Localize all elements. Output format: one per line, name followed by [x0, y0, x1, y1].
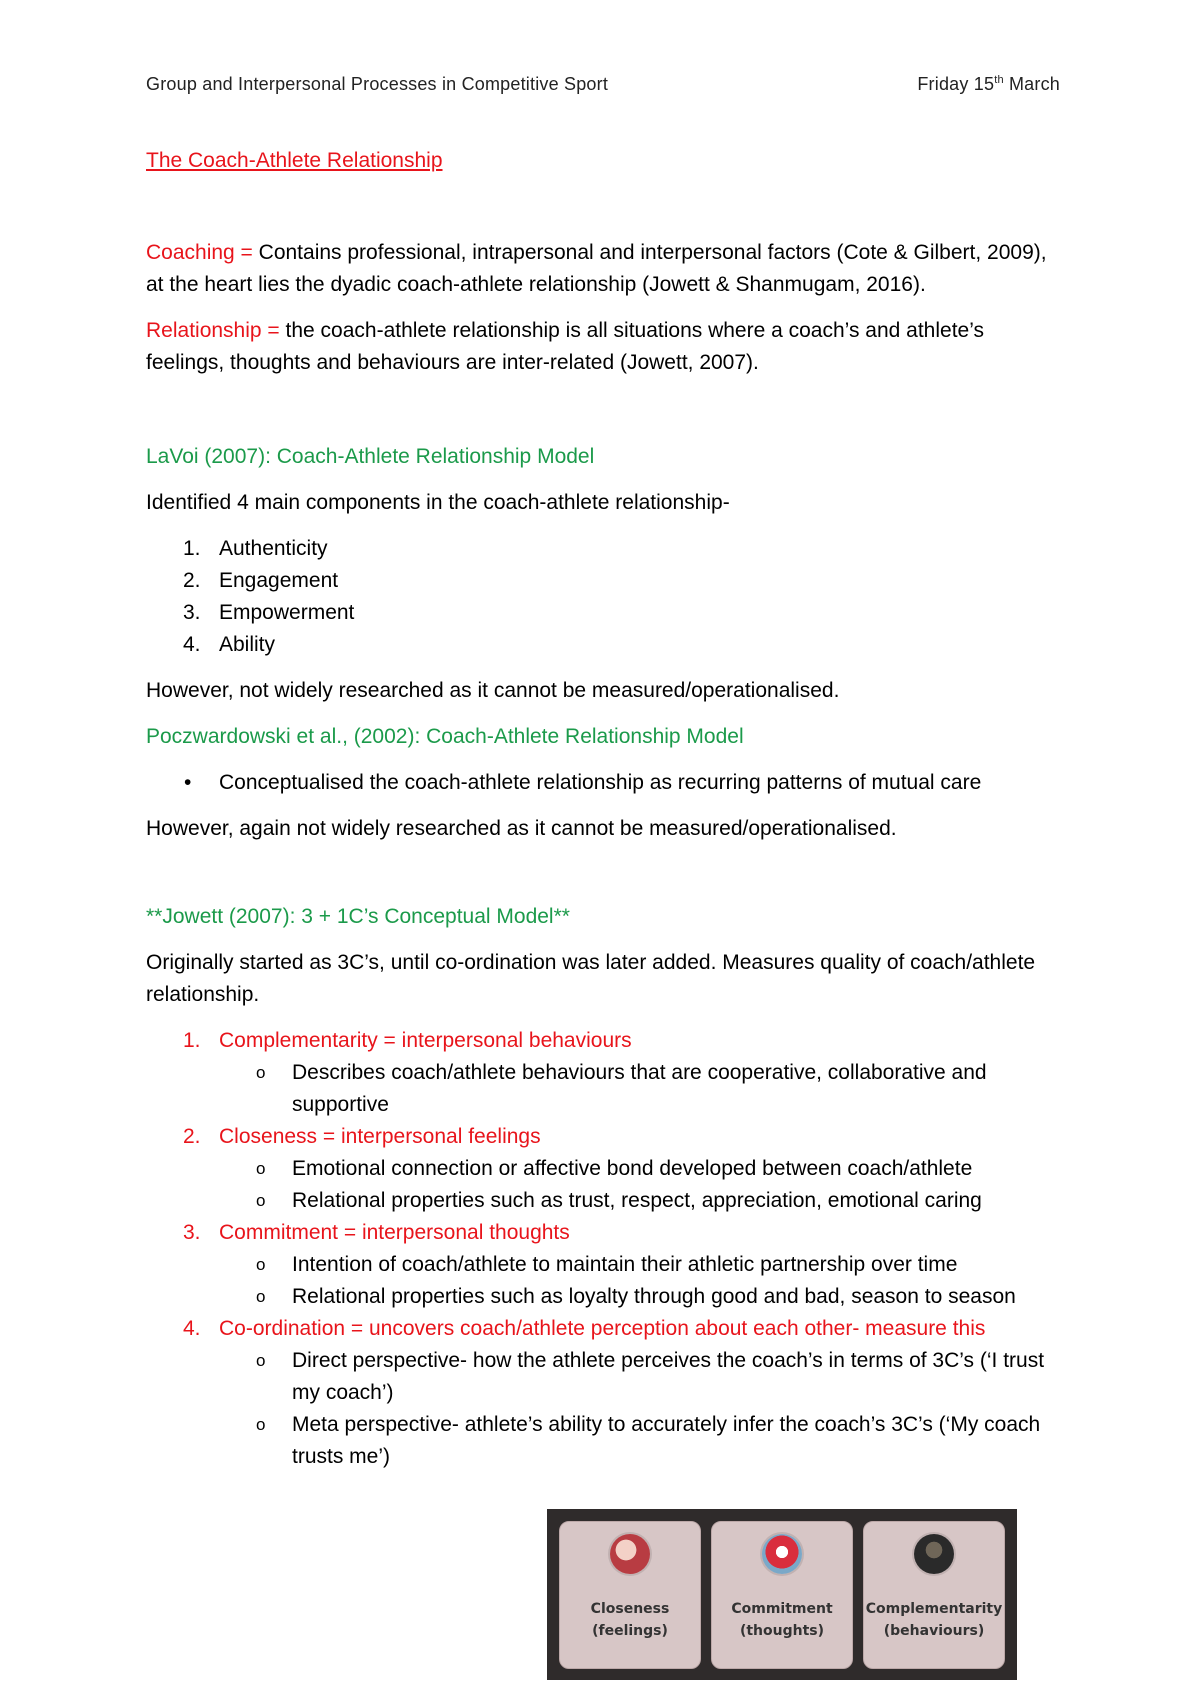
- page-header: [146, 74, 1060, 95]
- jowett-intro: Originally started as 3C’s, until co-ordination was later added. Measures quality of coach/athlete relationship.: [146, 951, 1036, 1006]
- list-number: 3.: [183, 601, 201, 624]
- closeness-photo-icon: [610, 1534, 650, 1574]
- header-date-suffix: March: [1003, 74, 1060, 94]
- card-label: [712, 1598, 852, 1642]
- list-number: 1.: [183, 537, 201, 560]
- card-subtitle: (behaviours): [883, 1622, 985, 1639]
- poczwardowski-note: However, again not widely researched as it cannot be measured/operationalised.: [146, 817, 897, 840]
- sub-list-item: [219, 1185, 1066, 1217]
- sub-list-text: Direct perspective- how the athlete perceives the coach’s in terms of 3C’s (‘I trust my coach’): [292, 1349, 1045, 1404]
- hollow-bullet-icon: o: [256, 1191, 266, 1210]
- sub-list: [219, 1153, 1066, 1217]
- card-title: Complementarity: [865, 1600, 1003, 1617]
- commitment-card: [711, 1521, 853, 1669]
- list-number: 4.: [183, 633, 201, 656]
- sub-list-text: Relational properties such as trust, respect, appreciation, emotional caring: [292, 1189, 982, 1212]
- card-title: Commitment: [731, 1600, 833, 1617]
- list-item-label: Authenticity: [219, 537, 328, 560]
- list-number: 2.: [183, 1125, 201, 1148]
- card-title: Closeness: [590, 1600, 670, 1617]
- poczwardowski-heading: Poczwardowski et al., (2002): Coach-Athlete Relationship Model: [146, 725, 744, 748]
- sub-list-text: Emotional connection or affective bond developed between coach/athlete: [292, 1157, 973, 1180]
- list-item: [146, 565, 1066, 597]
- list-number: 1.: [183, 1029, 201, 1052]
- sub-list-text: Intention of coach/athlete to maintain their athletic partnership over time: [292, 1253, 958, 1276]
- list-item-label: Conceptualised the coach-athlete relationship as recurring patterns of mutual care: [219, 771, 982, 794]
- hollow-bullet-icon: o: [256, 1255, 266, 1274]
- lavoi-note: However, not widely researched as it cannot be measured/operationalised.: [146, 679, 840, 702]
- definition-relationship: [146, 315, 1066, 379]
- list-item: [146, 597, 1066, 629]
- sub-list-text: Relational properties such as loyalty through good and bad, season to season: [292, 1285, 1016, 1308]
- hollow-bullet-icon: o: [256, 1415, 266, 1434]
- header-date-sup: th: [994, 74, 1004, 86]
- card-subtitle: (thoughts): [739, 1622, 825, 1639]
- document-body: [146, 145, 1066, 1487]
- list-number: 2.: [183, 569, 201, 592]
- list-item-label: Ability: [219, 633, 276, 656]
- header-date: [917, 74, 1060, 95]
- definition-term: Coaching =: [146, 241, 253, 264]
- complementarity-photo-icon: [914, 1534, 954, 1574]
- model-item-label: Commitment = interpersonal thoughts: [219, 1221, 570, 1244]
- bullet-icon: •: [184, 771, 192, 794]
- model-item-label: Co-ordination = uncovers coach/athlete perception about each other- measure this: [219, 1317, 986, 1340]
- lavoi-heading: LaVoi (2007): Coach-Athlete Relationship Model: [146, 445, 595, 468]
- sub-list: [219, 1057, 1066, 1121]
- list-item: [146, 1025, 1066, 1121]
- header-date-prefix: Friday 15: [917, 74, 995, 94]
- sub-list-item: [219, 1153, 1066, 1185]
- lavoi-components-list: [146, 533, 1066, 661]
- poczwardowski-list: [146, 767, 1066, 799]
- list-item: [146, 629, 1066, 661]
- sub-list-item: [219, 1057, 1066, 1121]
- sub-list-item: [219, 1409, 1066, 1473]
- model-item-label: Closeness = interpersonal feelings: [219, 1125, 541, 1148]
- hollow-bullet-icon: o: [256, 1063, 266, 1082]
- definition-term: Relationship =: [146, 319, 280, 342]
- list-number: 3.: [183, 1221, 201, 1244]
- list-item: [146, 1313, 1066, 1473]
- sub-list-text: Meta perspective- athlete’s ability to accurately infer the coach’s 3C’s (‘My coach trusts me’): [292, 1413, 1041, 1468]
- card-subtitle: (feelings): [592, 1622, 668, 1639]
- commitment-photo-icon: [762, 1534, 802, 1574]
- lavoi-intro: Identified 4 main components in the coach-athlete relationship-: [146, 491, 730, 514]
- complementarity-card: [863, 1521, 1005, 1669]
- model-item-label: Complementarity = interpersonal behaviours: [219, 1029, 632, 1052]
- list-item: [146, 767, 1066, 799]
- definition-text: the coach-athlete relationship is all situations where a coach’s and athlete’s feelings, thoughts and behaviours are inter-related (Jowett, 2007).: [146, 319, 984, 374]
- definition-text: Contains professional, intrapersonal and interpersonal factors (Cote & Gilbert, 2009), at the heart lies the dyadic coach-athlete relationship (Jowett & Shanmugam, 2016).: [146, 241, 1047, 296]
- hollow-bullet-icon: o: [256, 1159, 266, 1178]
- page-title: The Coach-Athlete Relationship: [146, 149, 443, 172]
- sub-list-item: [219, 1345, 1066, 1409]
- list-item-label: Empowerment: [219, 601, 355, 624]
- jowett-model-list: [146, 1025, 1066, 1473]
- sub-list-item: [219, 1281, 1066, 1313]
- list-number: 4.: [183, 1317, 201, 1340]
- sub-list-text: Describes coach/athlete behaviours that are cooperative, collaborative and supportive: [292, 1061, 987, 1116]
- list-item: [146, 1217, 1066, 1313]
- header-course-title: Group and Interpersonal Processes in Competitive Sport: [146, 74, 609, 94]
- card-label: [864, 1598, 1004, 1642]
- closeness-card: [559, 1521, 701, 1669]
- hollow-bullet-icon: o: [256, 1287, 266, 1306]
- sub-list-item: [219, 1249, 1066, 1281]
- sub-list: [219, 1345, 1066, 1473]
- list-item: [146, 533, 1066, 565]
- jowett-heading: **Jowett (2007): 3 + 1C’s Conceptual Model**: [146, 905, 570, 928]
- three-cs-figure: [547, 1509, 1017, 1680]
- definition-coaching: [146, 237, 1066, 301]
- card-label: [560, 1598, 700, 1642]
- sub-list: [219, 1249, 1066, 1313]
- list-item: [146, 1121, 1066, 1217]
- list-item-label: Engagement: [219, 569, 339, 592]
- hollow-bullet-icon: o: [256, 1351, 266, 1370]
